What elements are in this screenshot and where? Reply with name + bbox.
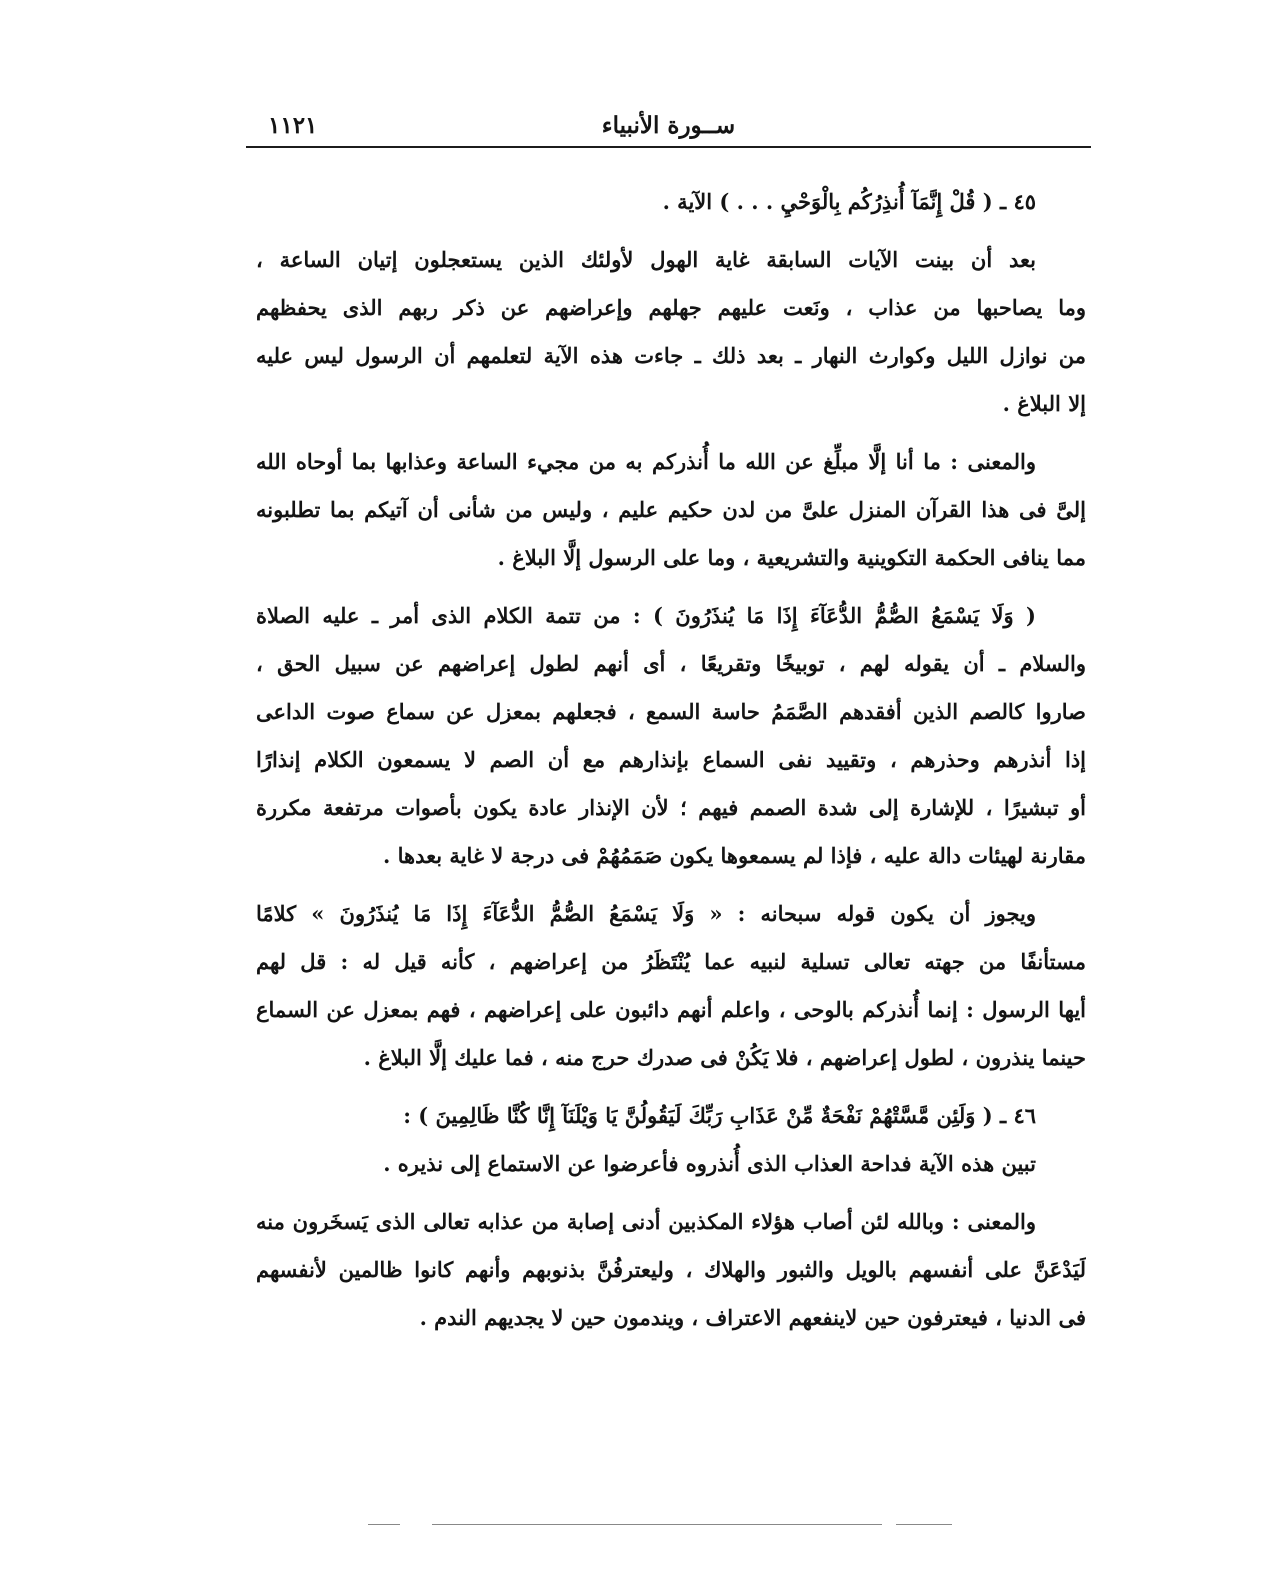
text-line: حينما ينذرون ، لطول إعراضهم ، فلا يَكُنْ فى صدرك حرج منه ، فما عليك إلَّا البلاغ . — [363, 1045, 1086, 1070]
page-body — [256, 178, 1086, 1342]
text-line: ( وَلَا يَسْمَعُ الصُّمُّ الدُّعَآءَ إِذَا مَا يُنذَرُونَ ) : من تتمة الكلام الذى أمر ـ عليه الصلاة — [256, 603, 1036, 628]
text-line: بعد أن بينت الآيات السابقة غاية الهول لأولئك الذين يستعجلون إتيان الساعة ، — [256, 247, 1036, 272]
bottom-rule — [368, 1524, 400, 1525]
text-line: مستأنفًا من جهته تعالى تسلية لنبيه عما يُنْتَظَرُ من إعراضهم ، كأنه قيل له : قل لهم — [256, 949, 1086, 974]
verse-heading-46: ٤٦ ـ ( وَلَئِن مَّسَّتْهُمْ نَفْحَةٌ مِّنْ عَذَابِ رَبِّكَ لَيَقُولُنَّ يَا وَيْلَنَآ إِنَّا كُنَّا ظَالِمِينَ ) : — [403, 1103, 1036, 1128]
text-line: والسلام ـ أن يقوله لهم ، توبيخًا وتقريعًا ، أى أنهم لطول إعراضهم عن سبيل الحق ، — [256, 651, 1086, 676]
text-line: تبين هذه الآية فداحة العذاب الذى أُنذروه فأعرضوا عن الاستماع إلى نذيره . — [383, 1151, 1036, 1176]
bottom-rule — [432, 1524, 882, 1525]
text-line: أيها الرسول : إنما أُنذركم بالوحى ، واعلم أنهم دائبون على إعراضهم ، فهم بمعزل عن السماع — [256, 997, 1086, 1022]
running-title: ســورة الأنبياء — [601, 112, 736, 139]
page-header — [246, 108, 1091, 146]
text-line: والمعنى : وبالله لئن أصاب هؤلاء المكذبين أدنى إصابة من عذابه تعالى الذى يَسخَرون منه — [256, 1209, 1036, 1234]
text-line: وما يصاحبها من عذاب ، ونَعت عليهم جهلهم وإعراضهم عن ذكر ربهم الذى يحفظهم — [256, 295, 1086, 320]
text-line: من نوازل الليل وكوارث النهار ـ بعد ذلك ـ جاءت هذه الآية لتعلمهم أن الرسول ليس عليه — [256, 343, 1086, 368]
verse-heading-45: ٤٥ ـ ( قُلْ إِنَّمَآ أُنذِرُكُم بِالْوَحْيِ . . . ) الآية . — [662, 189, 1036, 214]
text-line: صاروا كالصم الذين أفقدهم الصَّمَمُ حاسة السمع ، فجعلهم بمعزل عن سماع صوت الداعى — [256, 699, 1086, 724]
text-line: أو تبشيرًا ، للإشارة إلى شدة الصمم فيهم ؛ لأن الإنذار عادة يكون بأصوات مرتفعة مكررة — [256, 795, 1086, 820]
text-line: لَيَدْعَنَّ على أنفسهم بالويل والثبور والهلاك ، وليعترفُنَّ بذنوبهم وأنهم كانوا ظالمين لأنفسهم — [256, 1257, 1086, 1282]
text-line: فى الدنيا ، فيعترفون حين لاينفعهم الاعتراف ، ويندمون حين لا يجديهم الندم . — [419, 1305, 1086, 1330]
text-line: مقارنة لهيئات دالة عليه ، فإذا لم يسمعوها يكون صَمَمُهُمْ فى درجة لا غاية بعدها . — [383, 843, 1086, 868]
bottom-rule — [896, 1524, 952, 1525]
text-line: مما ينافى الحكمة التكوينية والتشريعية ، وما على الرسول إلَّا البلاغ . — [497, 545, 1086, 570]
text-line: ويجوز أن يكون قوله سبحانه : « وَلَا يَسْمَعُ الصُّمُّ الدُّعَآءَ إِذَا مَا يُنذَرُونَ » كلامًا — [256, 901, 1036, 926]
text-line: إلا البلاغ . — [1002, 391, 1086, 416]
text-line: إلىَّ فى هذا القرآن المنزل علىَّ من لدن حكيم عليم ، وليس من شأنى أن آتيكم بما تطلبونه — [256, 497, 1086, 522]
text-line: إذا أنذرهم وحذرهم ، وتقييد نفى السماع بإنذارهم مع أن الصم لا يسمعون الكلام إنذارًا — [256, 747, 1086, 772]
page-number: ١١٢١ — [268, 112, 318, 139]
header-rule — [246, 146, 1091, 148]
text-line: والمعنى : ما أنا إلَّا مبلِّغ عن الله ما أُنذركم به من مجيء الساعة وعذابها بما أوحاه الله — [256, 449, 1036, 474]
